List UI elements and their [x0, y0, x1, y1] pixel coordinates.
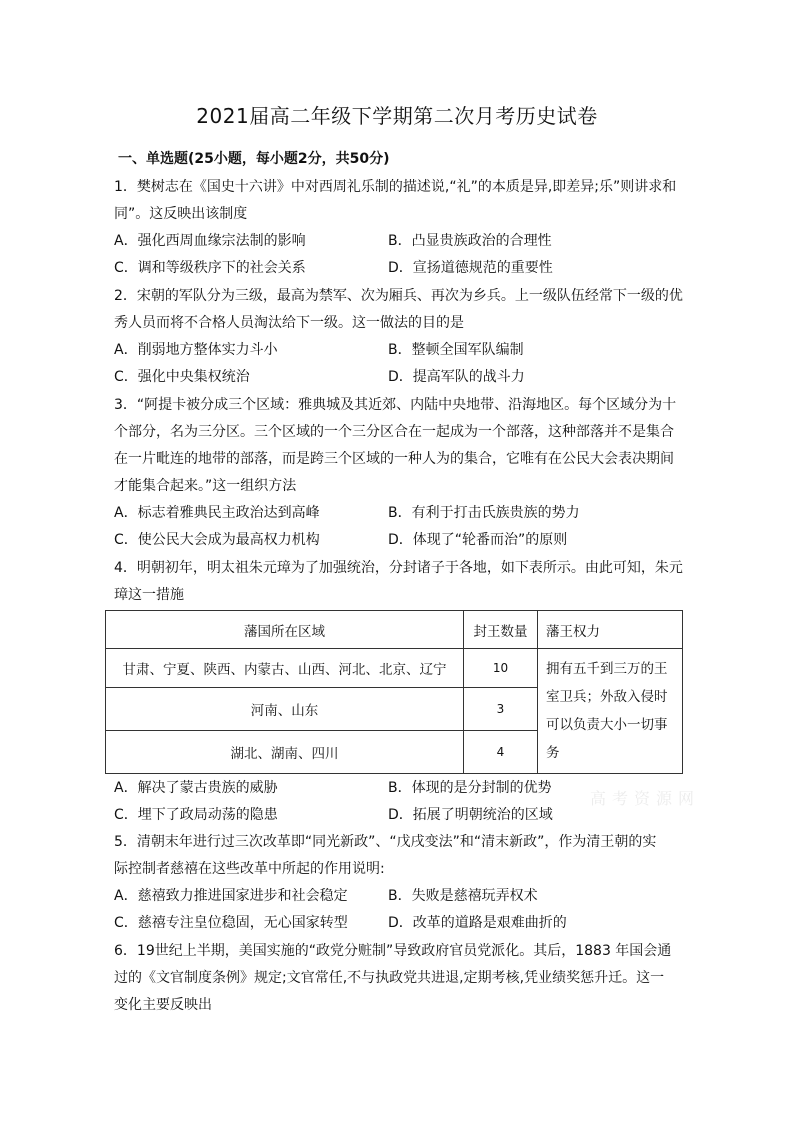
- power-cell: 拥有五千到三万的王室卫兵；外敌入侵时可以负责大小一切事务: [538, 649, 683, 774]
- q2-option-a: A．削弱地方整体实力斗小: [114, 342, 278, 358]
- count-cell: 3: [464, 688, 538, 731]
- q5-option-b: B．失败是慈禧玩弄权术: [388, 888, 538, 904]
- q2-stem-line: 秀人员而将不合格人员淘汰给下一级。这一做法的目的是: [114, 315, 464, 331]
- q6-stem-line: 变化主要反映出: [114, 997, 212, 1013]
- table-header: 封王数量: [464, 611, 538, 649]
- fief-table: [105, 610, 683, 774]
- q4-stem-line: 4．明朝初年，明太祖朱元璋为了加强统治，分封诸子于各地，如下表所示。由此可知，朱元: [114, 560, 683, 576]
- page-title: 2021届高二年级下学期第二次月考历史试卷: [196, 104, 598, 128]
- q3-stem-line: 才能集合起来。”这一组织方法: [114, 478, 297, 494]
- q2-option-c: C．强化中央集权统治: [114, 369, 250, 385]
- q5-option-c: C．慈禧专注皇位稳固，无心国家转型: [114, 915, 348, 931]
- q1-option-a: A．强化西周血缘宗法制的影响: [114, 233, 306, 249]
- q4-option-a: A．解决了蒙古贵族的威胁: [114, 780, 278, 796]
- q4-option-b: B．体现的是分封制的优势: [388, 780, 552, 796]
- q1-option-c: C．调和等级秩序下的社会关系: [114, 260, 306, 276]
- q3-option-b: B．有利于打击氏族贵族的势力: [388, 505, 580, 521]
- count-cell: 4: [464, 731, 538, 774]
- region-cell: 河南、山东: [106, 688, 464, 731]
- q2-stem-line: 2．宋朝的军队分为三级，最高为禁军、次为厢兵、再次为乡兵。上一级队伍经常下一级的优: [114, 288, 683, 304]
- table-row: [106, 649, 683, 688]
- q2-option-d: D．提高军队的战斗力: [388, 369, 525, 385]
- q1-stem-line: 同”。这反映出该制度: [114, 206, 248, 222]
- q3-option-a: A．标志着雅典民主政治达到高峰: [114, 505, 320, 521]
- region-cell: 湖北、湖南、四川: [106, 731, 464, 774]
- watermark: 高考资源网: [590, 789, 701, 808]
- q2-option-b: B．整顿全国军队编制: [388, 342, 524, 358]
- count-cell: 10: [464, 649, 538, 688]
- section-heading: 一、单选题(25小题，每小题2分，共50分): [118, 151, 390, 167]
- region-cell: 甘肃、宁夏、陕西、内蒙古、山西、河北、北京、辽宁: [106, 649, 464, 688]
- q6-stem-line: 6．19世纪上半期，美国实施的“政党分赃制”导致政府官员党派化。其后，1883 年国会通: [114, 943, 672, 959]
- q3-stem-line: 在一片毗连的地带的部落，而是跨三个区域的一种人为的集合，它唯有在公民大会表决期间: [114, 451, 674, 467]
- table-header: 藩国所在区域: [106, 611, 464, 649]
- q1-stem-line: 1．樊树志在《国史十六讲》中对西周礼乐制的描述说,“礼”的本质是异,即差异;乐”则讲求和: [114, 179, 677, 195]
- q5-stem-line: 际控制者慈禧在这些改革中所起的作用说明:: [114, 861, 385, 877]
- q4-option-d: D．拓展了明朝统治的区域: [388, 807, 553, 823]
- q1-option-d: D．宣扬道德规范的重要性: [388, 260, 553, 276]
- table-header-row: [106, 611, 683, 649]
- q5-option-d: D．改革的道路是艰难曲折的: [388, 915, 567, 931]
- q3-stem-line: 个部分，名为三分区。三个区域的一个三分区合在一起成为一个部落，这种部落并不是集合: [114, 424, 674, 440]
- q5-option-a: A．慈禧致力推进国家进步和社会稳定: [114, 888, 348, 904]
- q4-stem-line: 璋这一措施: [114, 587, 184, 603]
- q4-option-c: C．埋下了政局动荡的隐患: [114, 807, 278, 823]
- q3-option-d: D．体现了“轮番而治”的原则: [388, 532, 568, 548]
- q1-option-b: B．凸显贵族政治的合理性: [388, 233, 552, 249]
- q5-stem-line: 5．清朝末年进行过三次改革即“同光新政”、“戊戌变法”和“清末新政”，作为清王朝的实: [114, 834, 657, 850]
- table-header: 藩王权力: [538, 611, 683, 649]
- q3-option-c: C．使公民大会成为最高权力机构: [114, 532, 320, 548]
- q6-stem-line: 过的《文官制度条例》规定;文官常任,不与执政党共进退,定期考核,凭业绩奖惩升迁。这一: [114, 970, 665, 986]
- q3-stem-line: 3．“阿提卡被分成三个区域：雅典城及其近郊、内陆中央地带、沿海地区。每个区域分为十: [114, 397, 677, 413]
